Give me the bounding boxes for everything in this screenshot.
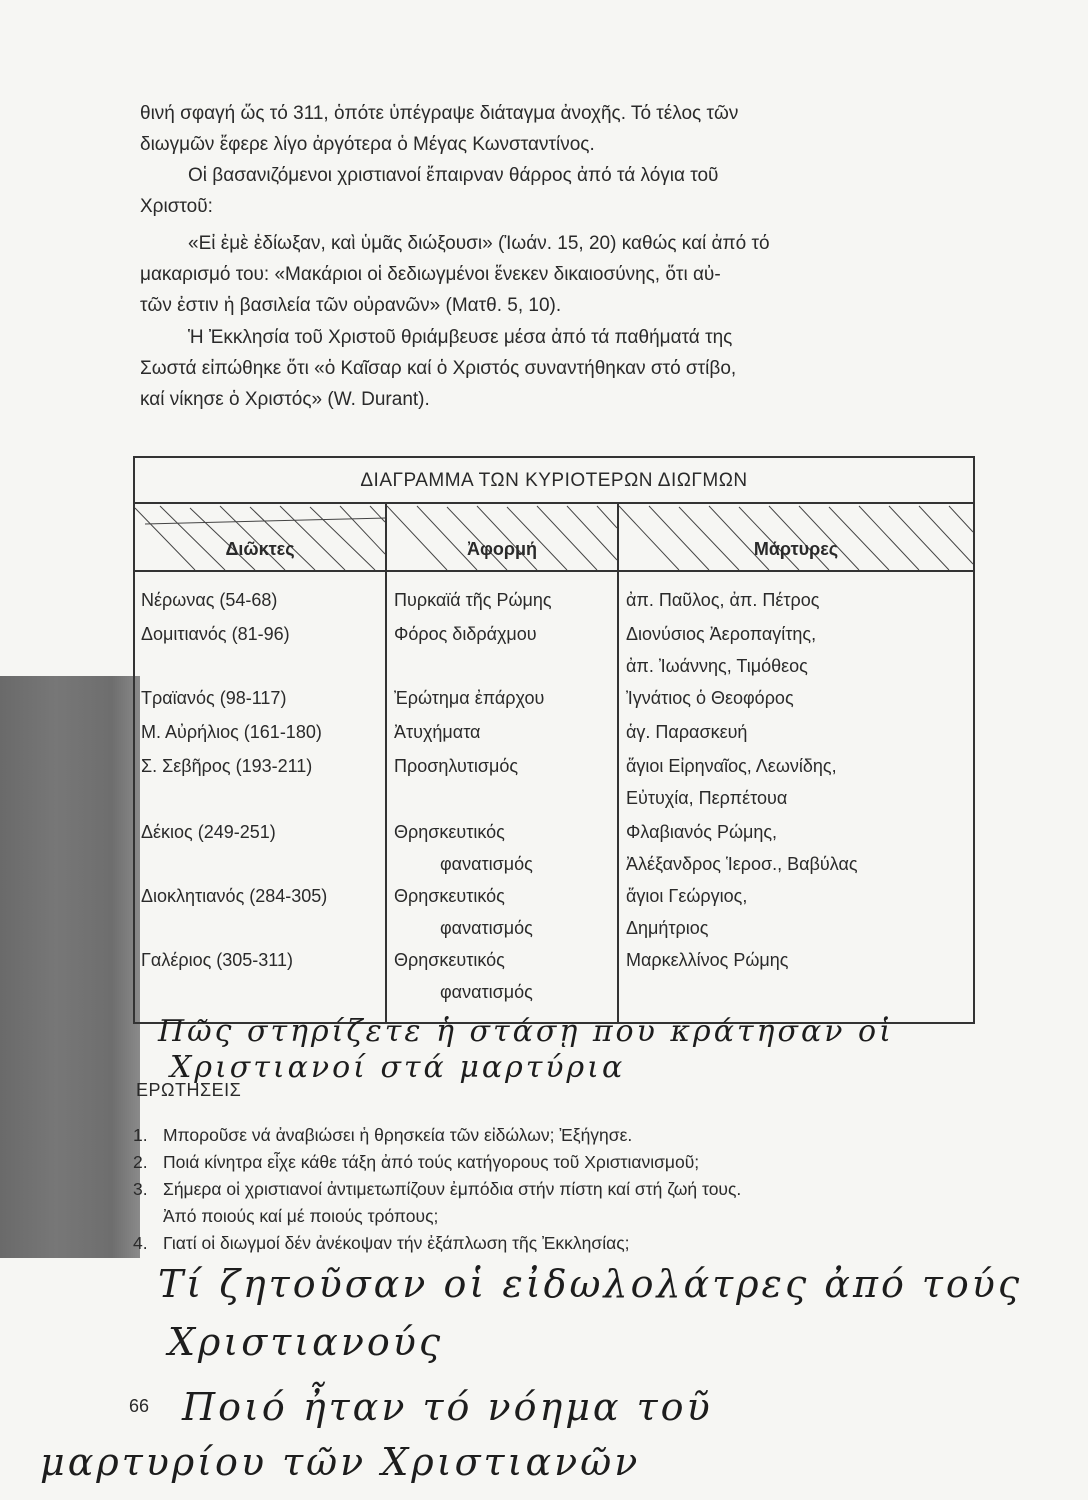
- martyrs-line: Μαρκελλίνος Ρώμης: [626, 950, 789, 970]
- text-line: Ἡ Ἐκκλησία τοῦ Χριστοῦ θριάμβευσε μέσα ἀπό τά παθήματά της: [188, 327, 733, 348]
- header-cause: [387, 504, 619, 570]
- question-text: Μποροῦσε νά ἀναβιώσει ἡ θρησκεία τῶν εἰδώλων; Ἐξήγησε.: [163, 1125, 633, 1145]
- handwritten-note-3: Τί ζητοῦσαν οἱ εἰδωλολάτρες ἀπό τούς: [158, 1262, 1023, 1306]
- questions-title: ΕΡΩΤΗΣΕΙΣ: [136, 1080, 242, 1100]
- martyrs-cell: [626, 816, 858, 880]
- martyrs-line: ἁγ. Παρασκευή: [626, 722, 748, 742]
- cause-line: Ἀτυχήματα: [394, 722, 481, 742]
- header-label: Μάρτυρες: [753, 539, 839, 559]
- cause-line: Θρησκευτικός: [394, 822, 505, 842]
- question-item: [133, 1122, 741, 1149]
- cause-cell: [394, 618, 537, 650]
- cause-line: φανατισμός: [440, 982, 533, 1002]
- question-item: [133, 1176, 741, 1203]
- martyrs-line: Δημήτριος: [626, 918, 709, 938]
- diagram-body: [135, 572, 973, 1022]
- cause-cell: [394, 716, 480, 748]
- diagram-header-row: [135, 504, 973, 572]
- question-text: Σήμερα οἱ χριστιανοί ἀντιμετωπίζουν ἐμπόδια στήν πίστη καί στή ζωή τους.: [163, 1179, 742, 1199]
- page-number: 66: [129, 1396, 150, 1416]
- hatching-icon: [135, 504, 385, 570]
- question-number: 4.: [133, 1233, 148, 1253]
- martyrs-line: Διονύσιος Ἀεροπαγίτης,: [626, 624, 817, 644]
- martyrs-cell: [626, 750, 837, 814]
- cause-line: Ἐρώτημα ἐπάρχου: [394, 688, 545, 708]
- text-line: Οἱ βασανιζόμενοι χριστιανοί ἔπαιρναν θάρρος ἀπό τά λόγια τοῦ: [188, 165, 719, 186]
- cause-line: Θρησκευτικός: [394, 950, 505, 970]
- intro-paragraph-3: [140, 228, 970, 321]
- text-line: «Εἰ ἐμὲ ἐδίωξαν, καὶ ὑμᾶς διώξουσι» (Ἰωάν. 15, 20) καθώς καί ἀπό τό: [188, 233, 770, 254]
- cause-cell: [394, 944, 533, 1008]
- martyrs-line: Φλαβιανός Ρώμης,: [626, 822, 778, 842]
- cause-cell: [394, 682, 544, 714]
- martyrs-cell: [626, 944, 788, 976]
- dark-scan-strip: [0, 676, 140, 1258]
- cause-cell: [394, 880, 533, 944]
- hatching-icon: [619, 504, 973, 570]
- intro-paragraph-2: [140, 160, 970, 222]
- header-martyrs: [619, 504, 973, 570]
- martyrs-cell: [626, 682, 794, 714]
- handwritten-note-6: μαρτυρίου τῶν Χριστιανῶν: [40, 1440, 641, 1484]
- martyrs-cell: [626, 618, 816, 682]
- question-number: 1.: [133, 1125, 148, 1145]
- text-line: θινή σφαγή ὥς τό 311, ὁπότε ὑπέγραψε διάταγμα ἀνοχῆς. Τό τέλος τῶν: [140, 103, 739, 124]
- text-line: τῶν ἐστιν ἡ βασιλεία τῶν οὐρανῶν» (Ματθ. 5, 10).: [140, 295, 562, 316]
- cause-line: Θρησκευτικός: [394, 886, 505, 906]
- persecutor-cell: Διοκλητιανός (284-305): [141, 886, 328, 906]
- text-line: Χριστοῦ:: [140, 196, 213, 217]
- questions-list: [133, 1122, 741, 1257]
- cause-line: Φόρος διδράχμου: [394, 624, 537, 644]
- question-item: [133, 1149, 741, 1176]
- martyrs-line: ἀπ. Παῦλος, ἀπ. Πέτρος: [626, 590, 820, 610]
- text-line: διωγμῶν ἔφερε λίγο ἀργότερα ὁ Μέγας Κωνσταντίνος.: [140, 134, 595, 155]
- persecutor-cell: Σ. Σεβῆρος (193-211): [141, 756, 313, 776]
- text-line: καί νίκησε ὁ Χριστός» (W. Durant).: [140, 389, 430, 410]
- persecutor-cell: Δέκιος (249-251): [141, 822, 276, 842]
- question-text: Γιατί οἱ διωγμοί δέν ἀνέκοψαν τήν ἐξάπλωση τῆς Ἐκκλησίας;: [163, 1233, 630, 1253]
- question-continuation: Ἀπό ποιούς καί μέ ποιούς τρόπους;: [163, 1206, 439, 1226]
- cause-cell: [394, 816, 533, 880]
- handwritten-note-5: Ποιό ἦταν τό νόημα τοῦ: [182, 1385, 713, 1429]
- text-line: μακαρισμό του: «Μακάριοι οἱ δεδιωγμένοι ἕνεκεν δικαιοσύνης, ὅτι αὐ-: [140, 264, 721, 285]
- martyrs-line: ἅγιοι Γεώργιος,: [626, 886, 748, 906]
- martyrs-line: Ἀλέξανδρος Ἱεροσ., Βαβύλας: [626, 854, 858, 874]
- column-divider: [617, 572, 619, 1022]
- martyrs-cell: [626, 880, 747, 944]
- question-item: [133, 1230, 741, 1257]
- martyrs-cell: [626, 584, 819, 616]
- handwritten-note-4: Χριστιανούς: [168, 1320, 444, 1364]
- martyrs-line: ἀπ. Ἰωάννης, Τιμόθεος: [626, 656, 808, 676]
- intro-paragraph-4: [140, 322, 970, 415]
- diagram-title: ΔΙΑΓΡΑΜΜΑ ΤΩΝ ΚΥΡΙΟΤΕΡΩΝ ΔΙΩΓΜΩΝ: [135, 458, 973, 504]
- column-divider: [385, 572, 387, 1022]
- martyrs-line: Ἰγνάτιος ὁ Θεοφόρος: [626, 688, 794, 708]
- intro-paragraph-1: [140, 98, 970, 160]
- question-number: 2.: [133, 1152, 148, 1172]
- martyrs-line: ἅγιοι Εἰρηναῖος, Λεωνίδης,: [626, 756, 837, 776]
- cause-line: Πυρκαϊά τῆς Ρώμης: [394, 590, 552, 610]
- persecutor-cell: Δομιτιανός (81-96): [141, 624, 290, 644]
- cause-cell: [394, 750, 518, 782]
- martyrs-cell: [626, 716, 747, 748]
- cause-line: φανατισμός: [440, 918, 533, 938]
- cause-line: Προσηλυτισμός: [394, 756, 519, 776]
- persecutions-diagram: [133, 456, 975, 1024]
- martyrs-line: Εὐτυχία, Περπέτουα: [626, 788, 788, 808]
- header-label: Διῶκτες: [225, 539, 295, 559]
- persecutor-cell: Τραϊανός (98-117): [141, 688, 287, 708]
- cause-line: φανατισμός: [440, 854, 533, 874]
- persecutor-cell: Μ. Αὐρήλιος (161-180): [141, 722, 322, 742]
- text-line: Σωστά εἰπώθηκε ὅτι «ὁ Καῖσαρ καί ὁ Χριστός συναντήθηκαν στό στίβο,: [140, 358, 737, 379]
- cause-cell: [394, 584, 552, 616]
- header-persecutors: [135, 504, 387, 570]
- question-text: Ποιά κίνητρα εἶχε κάθε τάξη ἀπό τούς κατήγορους τοῦ Χριστιανισμοῦ;: [163, 1152, 700, 1172]
- header-label: Ἀφορμή: [466, 539, 537, 559]
- handwritten-note-2: Χριστιανοί στά μαρτύρια: [170, 1050, 626, 1085]
- hatching-icon: [387, 504, 617, 570]
- question-number: 3.: [133, 1179, 148, 1199]
- persecutor-cell: Νέρωνας (54-68): [141, 590, 278, 610]
- persecutor-cell: Γαλέριος (305-311): [141, 950, 293, 970]
- handwritten-note-1: Πῶς στηρίζετε ἡ στάσῃ που κράτησαν οἱ: [158, 1014, 894, 1049]
